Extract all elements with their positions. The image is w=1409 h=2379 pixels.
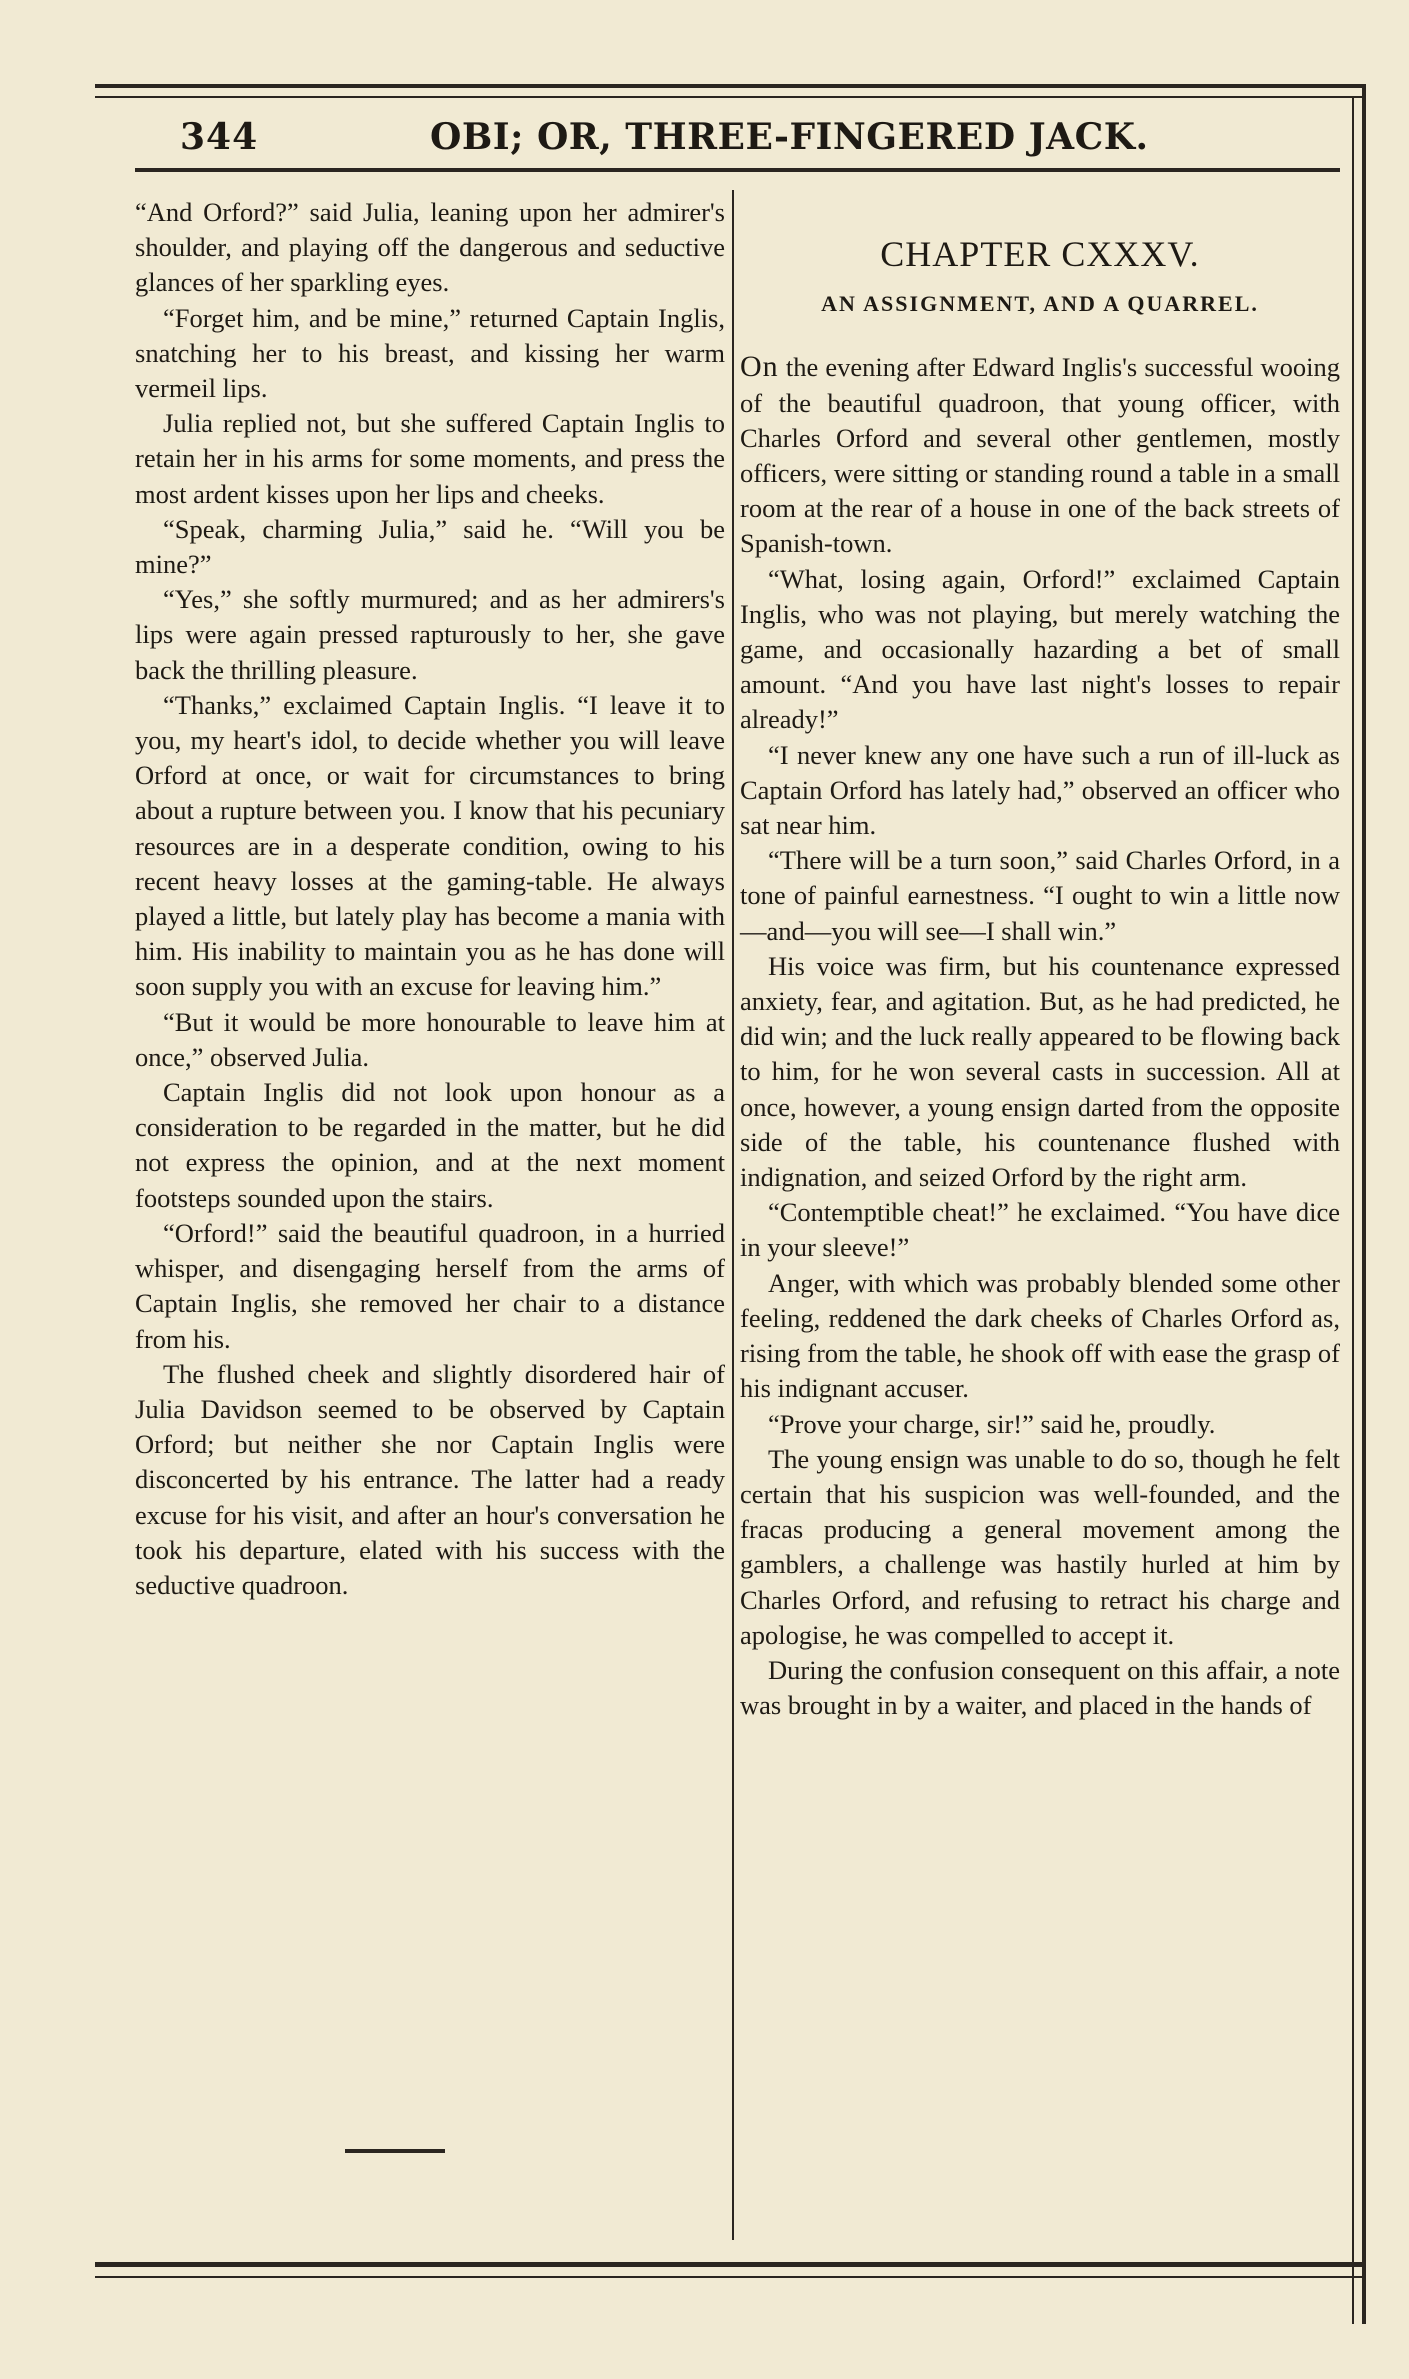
paragraph: The young ensign was unable to do so, though he felt certain that his suspicion was well-founded, and the fracas producing a general movement among the gamblers, a challenge was hastily hurled at him by Charles Orford, and refusing to retract his charge and apologise, he was compelled to accept it. xyxy=(740,1443,1340,1650)
paragraph: “Speak, charming Julia,” said he. “Will you be mine?” xyxy=(135,513,725,580)
bottom-border-rule-thin xyxy=(95,2276,1365,2278)
opening-text: the evening after Edward Inglis's successful wooing of the beautiful quadroon, that young officer, with Charles Orford and several other gentlemen, mostly officers, were sitting or standing round a table in a small room at the rear of a house in one of the back streets of Spanish-town. xyxy=(740,352,1340,559)
paragraph: His voice was firm, but his countenance expressed anxiety, fear, and agitation. But, as he had predicted, he did win; and the luck really appeared to be flowing back to him, for he won several casts in succession. All at once, however, a young ensign darted from the opposite side of the table, his countenance flushed with indignation, and seized Orford by the right arm. xyxy=(740,950,1340,1193)
chapter-subtitle: AN ASSIGNMENT, AND A QUARREL. xyxy=(821,291,1259,317)
paragraph: “Orford!” said the beautiful quadroon, in a hurried whisper, and disengaging herself from the arms of Captain Inglis, she removed her chair to a distance from his. xyxy=(135,1217,725,1354)
paragraph: “There will be a turn soon,” said Charles Orford, in a tone of painful earnestness. “I ought to win a little now—and—you will see—I shall win.” xyxy=(740,845,1340,946)
paragraph: Captain Inglis did not look upon honour as a consideration to be regarded in the matter, but he did not express the opinion, and at the next moment footsteps sounded upon the stairs. xyxy=(135,1077,725,1213)
right-border-rule xyxy=(1362,84,1366,2324)
top-border-rule xyxy=(95,84,1365,88)
paragraph: “Contemptible cheat!” he exclaimed. “You have dice in your sleeve!” xyxy=(740,1197,1340,1263)
paragraph: “Yes,” she softly murmured; and as her admirers's lips were again pressed rapturously to her, she gave back the thrilling pleasure. xyxy=(135,584,725,685)
paragraph: “And Orford?” said Julia, leaning upon her admirer's shoulder, and playing off the dangerous and seductive glances of her sparkling eyes. xyxy=(135,197,725,298)
top-border-rule-thin xyxy=(95,96,1365,98)
paragraph: “Thanks,” exclaimed Captain Inglis. “I leave it to you, my heart's idol, to decide whether you will leave Orford at once, or wait for circumstances to bring about a rupture between you. I know that his pecuniary resources are in a desperate condition, owing to his recent heavy losses at the gaming-table. He always played a little, but lately play has become a mania with him. His inability to maintain you as he has done will soon supply you with an excuse for leaving him.” xyxy=(135,689,725,1002)
right-column xyxy=(740,195,1340,1723)
paragraph: Anger, with which was probably blended some other feeling, reddened the dark cheeks of Charles Orford as, rising from the table, he shook off with ease the grasp of his indignant accuser. xyxy=(740,1267,1340,1404)
paragraph: The flushed cheek and slightly disordered hair of Julia Davidson seemed to be observed by Captain Orford; but neither she nor Captain Inglis were disconcerted by his entrance. The latter had a ready excuse for his visit, and after an hour's conversation he took his departure, elated with his success with the seductive quadroon. xyxy=(135,1358,725,1600)
paragraph: “Forget him, and be mine,” returned Captain Inglis, snatching her to his breast, and kissing her warm vermeil lips. xyxy=(135,302,725,404)
running-header xyxy=(160,110,1350,170)
opening-paragraph xyxy=(740,349,1340,561)
paragraph: During the confusion consequent on this affair, a note was brought in by a waiter, and placed in the hands of xyxy=(740,1654,1340,1721)
section-end-divider xyxy=(345,2149,445,2153)
running-title: OBI; OR, THREE-FINGERED JACK. xyxy=(430,116,1149,158)
paragraph: “Prove your charge, sir!” said he, proudly. xyxy=(768,1408,1216,1439)
right-border-rule-inner xyxy=(1352,96,1354,2324)
paragraph: “I never knew any one have such a run of ill-luck as Captain Orford has lately had,” observed an officer who sat near him. xyxy=(740,739,1340,841)
opening-word: On xyxy=(740,350,779,384)
page-number: 344 xyxy=(180,116,259,158)
header-underline xyxy=(135,168,1340,172)
left-column xyxy=(135,195,725,1603)
column-divider xyxy=(732,190,734,2240)
paragraph: “But it would be more honourable to leave him at once,” observed Julia. xyxy=(135,1006,725,1072)
paragraph: Julia replied not, but she suffered Captain Inglis to retain her in his arms for some moments, and press the most ardent kisses upon her lips and cheeks. xyxy=(135,408,725,509)
chapter-title: CHAPTER CXXXV. xyxy=(880,234,1200,274)
paragraph: “What, losing again, Orford!” exclaimed Captain Inglis, who was not playing, but merely watching the game, and occasionally hazarding a bet of small amount. “And you have last night's losses to repair already!” xyxy=(740,563,1340,735)
bottom-border-rule xyxy=(95,2262,1365,2267)
